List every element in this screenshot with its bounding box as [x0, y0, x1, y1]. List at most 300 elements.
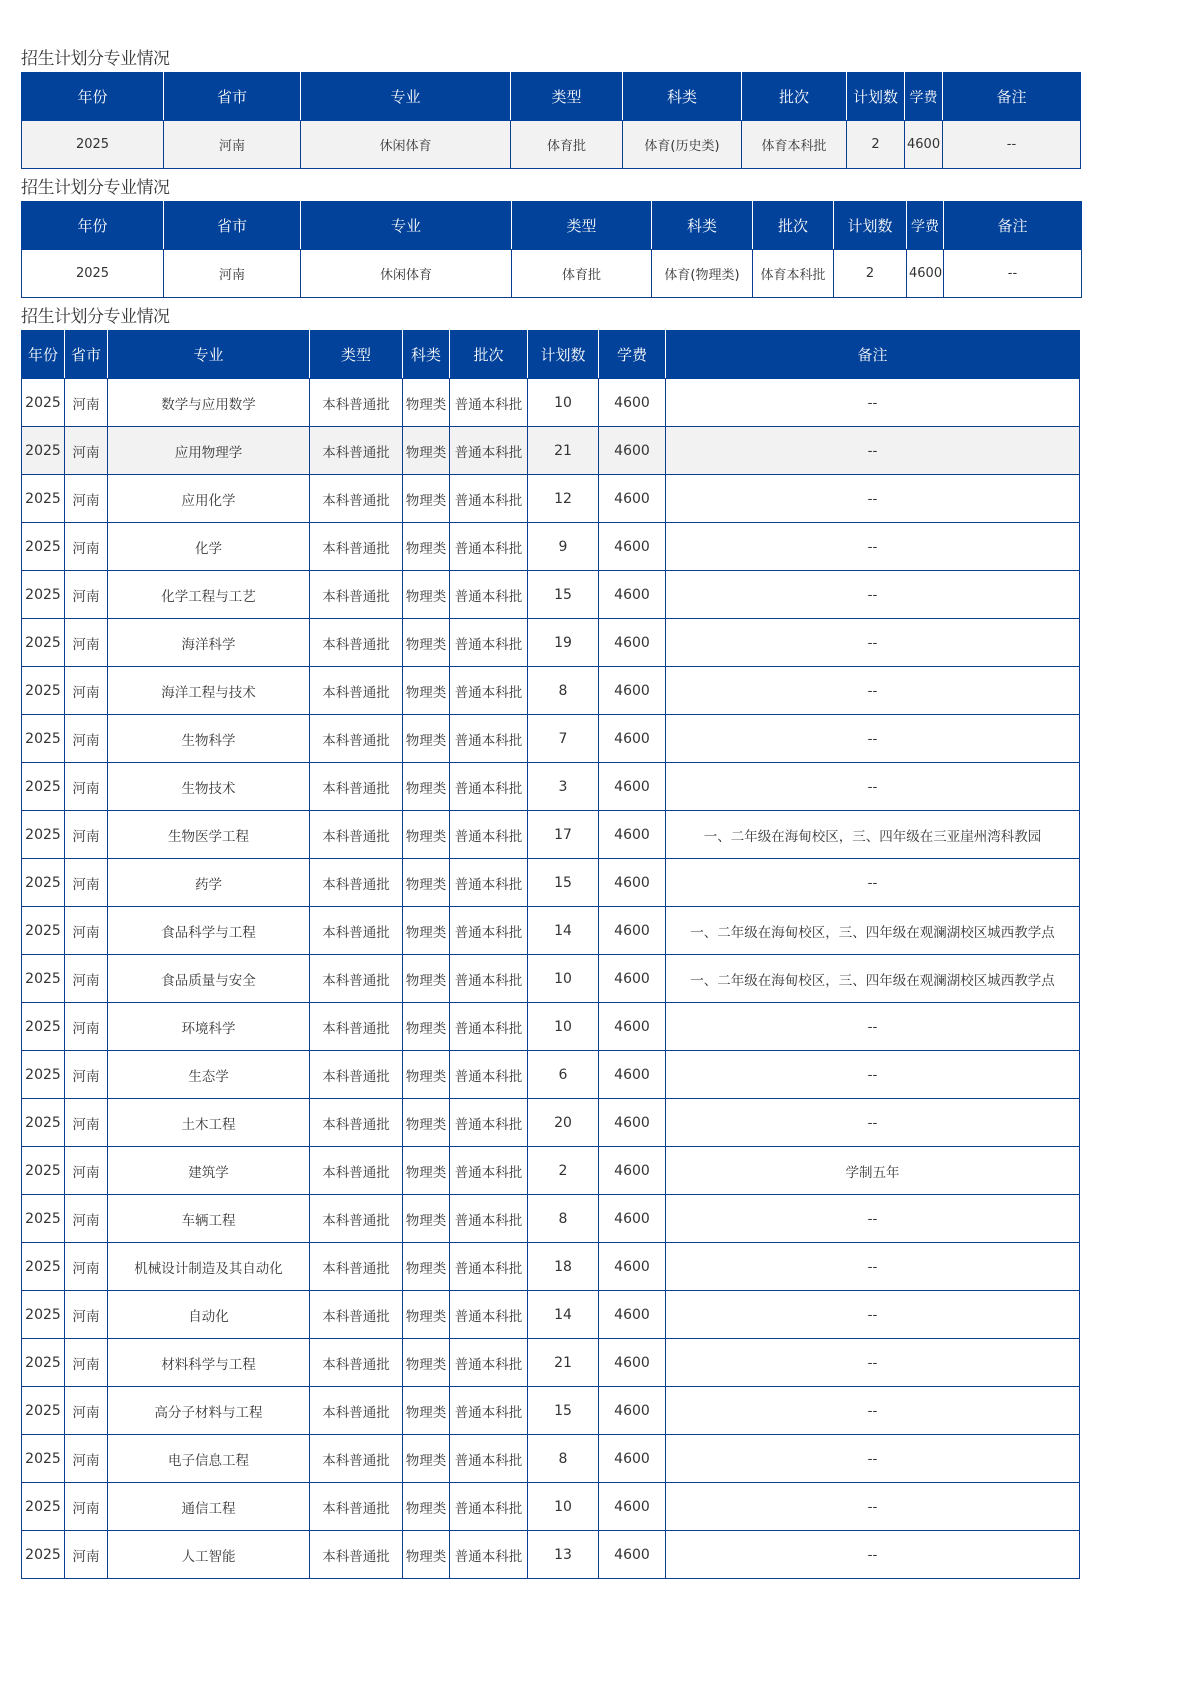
- table-row: [22, 955, 1080, 1003]
- cell-province: 河南: [65, 1339, 108, 1387]
- cell-year: 2025: [22, 1387, 65, 1435]
- col-province[interactable]: 省市: [65, 331, 108, 379]
- cell-tuition: 4600: [599, 667, 666, 715]
- cell-major: 化学工程与工艺: [108, 571, 310, 619]
- cell-plan-count: 8: [528, 1195, 599, 1243]
- cell-year: 2025: [22, 1099, 65, 1147]
- cell-province: 河南: [65, 1291, 108, 1339]
- section-plan-regular-physics: [21, 304, 1080, 1579]
- col-subject[interactable]: 科类: [652, 202, 753, 250]
- cell-remarks: --: [944, 250, 1082, 298]
- table-row: [22, 250, 1082, 298]
- cell-plan-count: 7: [528, 715, 599, 763]
- cell-major: 高分子材料与工程: [108, 1387, 310, 1435]
- cell-year: 2025: [22, 523, 65, 571]
- cell-year: 2025: [22, 1339, 65, 1387]
- cell-major: 海洋科学: [108, 619, 310, 667]
- cell-type: 本科普通批: [310, 1339, 403, 1387]
- cell-province: 河南: [65, 1051, 108, 1099]
- cell-plan-count: 15: [528, 1387, 599, 1435]
- cell-province: 河南: [65, 619, 108, 667]
- cell-major: 化学: [108, 523, 310, 571]
- cell-batch: 普通本科批: [450, 1291, 528, 1339]
- cell-batch: 普通本科批: [450, 1531, 528, 1579]
- col-remarks[interactable]: 备注: [943, 73, 1081, 121]
- col-type[interactable]: 类型: [310, 331, 403, 379]
- cell-batch: 体育本科批: [742, 121, 847, 169]
- cell-batch: 普通本科批: [450, 619, 528, 667]
- col-type[interactable]: 类型: [512, 202, 652, 250]
- cell-batch: 普通本科批: [450, 475, 528, 523]
- cell-plan-count: 2: [528, 1147, 599, 1195]
- cell-subject: 物理类: [403, 1003, 450, 1051]
- cell-tuition: 4600: [599, 379, 666, 427]
- cell-remarks: --: [666, 379, 1080, 427]
- cell-major: 海洋工程与技术: [108, 667, 310, 715]
- cell-type: 本科普通批: [310, 475, 403, 523]
- cell-plan-count: 8: [528, 667, 599, 715]
- cell-subject: 物理类: [403, 379, 450, 427]
- cell-subject: 物理类: [403, 1435, 450, 1483]
- cell-remarks: --: [943, 121, 1081, 169]
- cell-tuition: 4600: [599, 1195, 666, 1243]
- cell-year: 2025: [22, 1147, 65, 1195]
- cell-batch: 普通本科批: [450, 1051, 528, 1099]
- cell-plan-count: 6: [528, 1051, 599, 1099]
- cell-plan-count: 15: [528, 859, 599, 907]
- cell-type: 体育批: [511, 121, 623, 169]
- cell-type: 本科普通批: [310, 955, 403, 1003]
- cell-year: 2025: [22, 667, 65, 715]
- cell-major: 生物医学工程: [108, 811, 310, 859]
- table-row: [22, 1339, 1080, 1387]
- cell-year: 2025: [22, 1003, 65, 1051]
- cell-major: 生态学: [108, 1051, 310, 1099]
- cell-province: 河南: [65, 811, 108, 859]
- cell-remarks: 学制五年: [666, 1147, 1080, 1195]
- cell-tuition: 4600: [599, 859, 666, 907]
- table-header-row: [22, 202, 1082, 250]
- cell-plan-count: 10: [528, 1483, 599, 1531]
- col-major[interactable]: 专业: [301, 73, 511, 121]
- table-header-row: [22, 331, 1080, 379]
- cell-subject: 物理类: [403, 811, 450, 859]
- cell-type: 本科普通批: [310, 523, 403, 571]
- cell-type: 本科普通批: [310, 1291, 403, 1339]
- cell-province: 河南: [65, 475, 108, 523]
- cell-tuition: 4600: [907, 250, 944, 298]
- cell-batch: 普通本科批: [450, 667, 528, 715]
- cell-remarks: 一、二年级在海甸校区，三、四年级在观澜湖校区城西教学点: [666, 955, 1080, 1003]
- cell-tuition: 4600: [599, 427, 666, 475]
- cell-type: 本科普通批: [310, 379, 403, 427]
- cell-year: 2025: [22, 121, 164, 169]
- cell-province: 河南: [65, 379, 108, 427]
- cell-batch: 普通本科批: [450, 379, 528, 427]
- cell-remarks: --: [666, 1003, 1080, 1051]
- cell-type: 本科普通批: [310, 1195, 403, 1243]
- table-row: [22, 571, 1080, 619]
- cell-major: 生物科学: [108, 715, 310, 763]
- cell-province: 河南: [65, 955, 108, 1003]
- cell-plan-count: 3: [528, 763, 599, 811]
- col-plan-count[interactable]: 计划数: [528, 331, 599, 379]
- cell-remarks: 一、二年级在海甸校区，三、四年级在观澜湖校区城西教学点: [666, 907, 1080, 955]
- cell-batch: 普通本科批: [450, 1195, 528, 1243]
- cell-plan-count: 18: [528, 1243, 599, 1291]
- cell-type: 本科普通批: [310, 1099, 403, 1147]
- cell-major: 应用物理学: [108, 427, 310, 475]
- col-year[interactable]: 年份: [22, 202, 164, 250]
- cell-subject: 物理类: [403, 523, 450, 571]
- cell-remarks: --: [666, 523, 1080, 571]
- cell-remarks: --: [666, 427, 1080, 475]
- cell-province: 河南: [65, 1099, 108, 1147]
- cell-remarks: --: [666, 1387, 1080, 1435]
- cell-remarks: --: [666, 1435, 1080, 1483]
- col-year[interactable]: 年份: [22, 73, 164, 121]
- cell-batch: 体育本科批: [753, 250, 834, 298]
- table-row: [22, 859, 1080, 907]
- cell-province: 河南: [65, 427, 108, 475]
- cell-subject: 物理类: [403, 1531, 450, 1579]
- cell-subject: 物理类: [403, 1051, 450, 1099]
- section-title: 招生计划分专业情况: [21, 307, 170, 327]
- cell-plan-count: 14: [528, 1291, 599, 1339]
- cell-tuition: 4600: [599, 811, 666, 859]
- cell-plan-count: 21: [528, 1339, 599, 1387]
- cell-year: 2025: [22, 427, 65, 475]
- cell-province: 河南: [65, 667, 108, 715]
- cell-subject: 物理类: [403, 1483, 450, 1531]
- table-row: [22, 121, 1081, 169]
- col-remarks[interactable]: 备注: [666, 331, 1080, 379]
- cell-tuition: 4600: [599, 955, 666, 1003]
- cell-subject: 物理类: [403, 427, 450, 475]
- cell-plan-count: 19: [528, 619, 599, 667]
- cell-remarks: --: [666, 475, 1080, 523]
- cell-batch: 普通本科批: [450, 955, 528, 1003]
- table-row: [22, 379, 1080, 427]
- cell-tuition: 4600: [599, 1291, 666, 1339]
- table-row: [22, 811, 1080, 859]
- cell-subject: 物理类: [403, 1195, 450, 1243]
- cell-batch: 普通本科批: [450, 427, 528, 475]
- cell-province: 河南: [65, 763, 108, 811]
- cell-remarks: --: [666, 859, 1080, 907]
- cell-type: 本科普通批: [310, 715, 403, 763]
- cell-batch: 普通本科批: [450, 907, 528, 955]
- col-type[interactable]: 类型: [511, 73, 623, 121]
- cell-plan-count: 2: [834, 250, 907, 298]
- plan-table: [21, 201, 1082, 298]
- cell-year: 2025: [22, 1531, 65, 1579]
- cell-major: 休闲体育: [301, 250, 512, 298]
- col-major[interactable]: 专业: [301, 202, 512, 250]
- cell-major: 食品科学与工程: [108, 907, 310, 955]
- cell-remarks: --: [666, 1099, 1080, 1147]
- col-province[interactable]: 省市: [164, 73, 301, 121]
- table-row: [22, 1099, 1080, 1147]
- table-row: [22, 619, 1080, 667]
- table-row: [22, 1051, 1080, 1099]
- cell-major: 自动化: [108, 1291, 310, 1339]
- cell-type: 本科普通批: [310, 571, 403, 619]
- cell-tuition: 4600: [599, 1243, 666, 1291]
- col-tuition[interactable]: 学费: [599, 331, 666, 379]
- cell-batch: 普通本科批: [450, 523, 528, 571]
- plan-table: [21, 330, 1080, 1579]
- table-row: [22, 763, 1080, 811]
- table-row: [22, 1243, 1080, 1291]
- cell-type: 本科普通批: [310, 1387, 403, 1435]
- section-title: 招生计划分专业情况: [21, 178, 170, 198]
- cell-subject: 物理类: [403, 715, 450, 763]
- cell-tuition: 4600: [599, 1147, 666, 1195]
- cell-major: 应用化学: [108, 475, 310, 523]
- cell-plan-count: 20: [528, 1099, 599, 1147]
- cell-batch: 普通本科批: [450, 1243, 528, 1291]
- cell-tuition: 4600: [599, 1387, 666, 1435]
- plan-table: [21, 72, 1081, 169]
- cell-year: 2025: [22, 811, 65, 859]
- col-major[interactable]: 专业: [108, 331, 310, 379]
- cell-plan-count: 10: [528, 955, 599, 1003]
- table-row: [22, 1483, 1080, 1531]
- cell-subject: 体育(物理类): [652, 250, 753, 298]
- cell-type: 本科普通批: [310, 1003, 403, 1051]
- cell-major: 休闲体育: [301, 121, 511, 169]
- cell-year: 2025: [22, 907, 65, 955]
- cell-province: 河南: [65, 1243, 108, 1291]
- cell-major: 土木工程: [108, 1099, 310, 1147]
- cell-year: 2025: [22, 1483, 65, 1531]
- cell-province: 河南: [65, 571, 108, 619]
- cell-subject: 物理类: [403, 475, 450, 523]
- cell-year: 2025: [22, 859, 65, 907]
- cell-batch: 普通本科批: [450, 1435, 528, 1483]
- cell-remarks: --: [666, 1243, 1080, 1291]
- cell-tuition: 4600: [599, 571, 666, 619]
- table-row: [22, 1531, 1080, 1579]
- cell-province: 河南: [65, 1387, 108, 1435]
- cell-province: 河南: [65, 1195, 108, 1243]
- cell-tuition: 4600: [599, 523, 666, 571]
- cell-subject: 体育(历史类): [623, 121, 742, 169]
- cell-type: 本科普通批: [310, 1243, 403, 1291]
- cell-province: 河南: [65, 859, 108, 907]
- cell-type: 本科普通批: [310, 1531, 403, 1579]
- table-row: [22, 1195, 1080, 1243]
- cell-province: 河南: [65, 1003, 108, 1051]
- cell-remarks: --: [666, 667, 1080, 715]
- cell-remarks: --: [666, 1483, 1080, 1531]
- table-row: [22, 427, 1080, 475]
- cell-subject: 物理类: [403, 955, 450, 1003]
- cell-year: 2025: [22, 379, 65, 427]
- cell-subject: 物理类: [403, 1387, 450, 1435]
- cell-tuition: 4600: [905, 121, 943, 169]
- cell-batch: 普通本科批: [450, 1339, 528, 1387]
- cell-major: 环境科学: [108, 1003, 310, 1051]
- cell-major: 食品质量与安全: [108, 955, 310, 1003]
- table-row: [22, 523, 1080, 571]
- cell-plan-count: 9: [528, 523, 599, 571]
- cell-major: 数学与应用数学: [108, 379, 310, 427]
- cell-province: 河南: [164, 121, 301, 169]
- cell-tuition: 4600: [599, 907, 666, 955]
- cell-year: 2025: [22, 715, 65, 763]
- table-row: [22, 1291, 1080, 1339]
- section-title: 招生计划分专业情况: [21, 49, 170, 69]
- cell-tuition: 4600: [599, 715, 666, 763]
- cell-subject: 物理类: [403, 1291, 450, 1339]
- cell-subject: 物理类: [403, 1147, 450, 1195]
- cell-province: 河南: [65, 715, 108, 763]
- cell-remarks: --: [666, 715, 1080, 763]
- cell-year: 2025: [22, 1243, 65, 1291]
- cell-major: 电子信息工程: [108, 1435, 310, 1483]
- cell-year: 2025: [22, 1195, 65, 1243]
- cell-type: 本科普通批: [310, 1147, 403, 1195]
- table-header-row: [22, 73, 1081, 121]
- cell-plan-count: 15: [528, 571, 599, 619]
- col-tuition[interactable]: 学费: [905, 73, 943, 121]
- col-plan-count[interactable]: 计划数: [847, 73, 905, 121]
- cell-major: 药学: [108, 859, 310, 907]
- cell-batch: 普通本科批: [450, 1099, 528, 1147]
- cell-year: 2025: [22, 250, 164, 298]
- cell-major: 机械设计制造及其自动化: [108, 1243, 310, 1291]
- cell-tuition: 4600: [599, 619, 666, 667]
- cell-tuition: 4600: [599, 1531, 666, 1579]
- cell-year: 2025: [22, 955, 65, 1003]
- table-row: [22, 667, 1080, 715]
- cell-plan-count: 2: [847, 121, 905, 169]
- cell-batch: 普通本科批: [450, 1387, 528, 1435]
- col-batch[interactable]: 批次: [450, 331, 528, 379]
- cell-subject: 物理类: [403, 619, 450, 667]
- cell-plan-count: 10: [528, 1003, 599, 1051]
- cell-type: 本科普通批: [310, 427, 403, 475]
- cell-tuition: 4600: [599, 475, 666, 523]
- cell-batch: 普通本科批: [450, 1483, 528, 1531]
- cell-year: 2025: [22, 475, 65, 523]
- cell-plan-count: 10: [528, 379, 599, 427]
- table-row: [22, 475, 1080, 523]
- cell-remarks: --: [666, 1195, 1080, 1243]
- cell-remarks: --: [666, 763, 1080, 811]
- cell-subject: 物理类: [403, 571, 450, 619]
- cell-subject: 物理类: [403, 859, 450, 907]
- plan-table-body: [22, 379, 1080, 1579]
- cell-batch: 普通本科批: [450, 571, 528, 619]
- col-remarks[interactable]: 备注: [944, 202, 1082, 250]
- col-subject[interactable]: 科类: [623, 73, 742, 121]
- cell-major: 生物技术: [108, 763, 310, 811]
- cell-year: 2025: [22, 763, 65, 811]
- col-batch[interactable]: 批次: [742, 73, 847, 121]
- cell-batch: 普通本科批: [450, 811, 528, 859]
- cell-batch: 普通本科批: [450, 763, 528, 811]
- col-province[interactable]: 省市: [164, 202, 301, 250]
- cell-year: 2025: [22, 1435, 65, 1483]
- table-row: [22, 715, 1080, 763]
- cell-province: 河南: [65, 1147, 108, 1195]
- cell-plan-count: 17: [528, 811, 599, 859]
- cell-tuition: 4600: [599, 1051, 666, 1099]
- cell-major: 人工智能: [108, 1531, 310, 1579]
- cell-province: 河南: [65, 1483, 108, 1531]
- table-row: [22, 1147, 1080, 1195]
- cell-tuition: 4600: [599, 1435, 666, 1483]
- col-subject[interactable]: 科类: [403, 331, 450, 379]
- cell-year: 2025: [22, 619, 65, 667]
- cell-major: 材料科学与工程: [108, 1339, 310, 1387]
- cell-plan-count: 12: [528, 475, 599, 523]
- cell-type: 本科普通批: [310, 1435, 403, 1483]
- cell-type: 本科普通批: [310, 763, 403, 811]
- cell-major: 通信工程: [108, 1483, 310, 1531]
- section-plan-sports-physics: [21, 175, 1082, 298]
- col-year[interactable]: 年份: [22, 331, 65, 379]
- cell-remarks: --: [666, 1291, 1080, 1339]
- cell-province: 河南: [65, 1435, 108, 1483]
- cell-subject: 物理类: [403, 1339, 450, 1387]
- cell-year: 2025: [22, 571, 65, 619]
- cell-province: 河南: [65, 523, 108, 571]
- col-tuition[interactable]: 学费: [907, 202, 944, 250]
- cell-type: 体育批: [512, 250, 652, 298]
- cell-plan-count: 13: [528, 1531, 599, 1579]
- table-row: [22, 1003, 1080, 1051]
- cell-subject: 物理类: [403, 907, 450, 955]
- cell-tuition: 4600: [599, 763, 666, 811]
- cell-tuition: 4600: [599, 1483, 666, 1531]
- cell-subject: 物理类: [403, 667, 450, 715]
- cell-tuition: 4600: [599, 1099, 666, 1147]
- cell-tuition: 4600: [599, 1003, 666, 1051]
- col-plan-count[interactable]: 计划数: [834, 202, 907, 250]
- table-row: [22, 1387, 1080, 1435]
- cell-remarks: --: [666, 619, 1080, 667]
- cell-type: 本科普通批: [310, 1483, 403, 1531]
- cell-batch: 普通本科批: [450, 715, 528, 763]
- col-batch[interactable]: 批次: [753, 202, 834, 250]
- cell-major: 车辆工程: [108, 1195, 310, 1243]
- cell-province: 河南: [164, 250, 301, 298]
- cell-type: 本科普通批: [310, 667, 403, 715]
- cell-remarks: --: [666, 1531, 1080, 1579]
- cell-plan-count: 21: [528, 427, 599, 475]
- cell-type: 本科普通批: [310, 1051, 403, 1099]
- cell-batch: 普通本科批: [450, 1003, 528, 1051]
- cell-province: 河南: [65, 1531, 108, 1579]
- cell-remarks: --: [666, 1051, 1080, 1099]
- cell-subject: 物理类: [403, 763, 450, 811]
- cell-major: 建筑学: [108, 1147, 310, 1195]
- cell-year: 2025: [22, 1051, 65, 1099]
- cell-province: 河南: [65, 907, 108, 955]
- table-row: [22, 1435, 1080, 1483]
- cell-type: 本科普通批: [310, 859, 403, 907]
- cell-plan-count: 14: [528, 907, 599, 955]
- section-plan-sports-history: [21, 46, 1081, 169]
- cell-remarks: 一、二年级在海甸校区，三、四年级在三亚崖州湾科教园: [666, 811, 1080, 859]
- cell-subject: 物理类: [403, 1099, 450, 1147]
- cell-type: 本科普通批: [310, 619, 403, 667]
- cell-batch: 普通本科批: [450, 859, 528, 907]
